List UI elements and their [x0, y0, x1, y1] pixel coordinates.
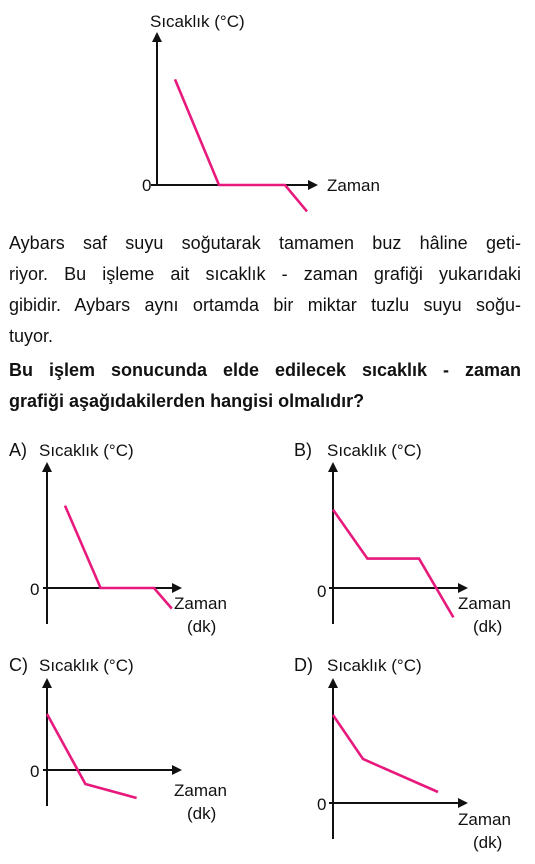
option-b-curve: [333, 510, 453, 618]
option-b-x-arrow: [458, 583, 468, 593]
option-a-letter[interactable]: A): [9, 440, 27, 460]
option-b-ylabel: Sıcaklık (°C): [327, 441, 422, 460]
main-origin: 0: [142, 176, 152, 195]
option-a-xunit: (dk): [187, 617, 217, 636]
option-c-x-arrow: [172, 765, 182, 775]
problem-paragraph: [9, 228, 521, 352]
main-curve: [175, 79, 307, 211]
option-c-curve: [47, 714, 137, 798]
option-a-curve: [65, 506, 172, 609]
option-b-y-arrow: [328, 462, 338, 472]
main-xlabel: Zaman: [327, 176, 380, 195]
option-a-y-arrow: [42, 462, 52, 472]
axes-layer: [42, 32, 468, 839]
question-line: grafiği aşağıdakilerden hangisi olmalıdır?: [9, 391, 365, 411]
main-y-arrow: [152, 32, 162, 42]
option-b-origin: 0: [317, 582, 327, 601]
option-a-xlabel: Zaman: [174, 594, 227, 613]
option-b-xlabel: Zaman: [458, 594, 511, 613]
option-a-x-arrow: [172, 583, 182, 593]
paragraph-line: riyor. Bu işleme ait sıcaklık - zaman grafiği yukarıdaki: [9, 264, 521, 284]
option-a-origin: 0: [30, 580, 40, 599]
option-d-letter[interactable]: D): [294, 655, 313, 675]
option-b-xunit: (dk): [473, 617, 503, 636]
option-b-letter[interactable]: B): [294, 440, 312, 460]
option-d-curve: [333, 715, 438, 792]
paragraph-line: Aybars saf suyu soğutarak tamamen buz hâline geti-: [9, 233, 521, 253]
paragraph-line: tuyor.: [9, 326, 54, 346]
question-text: [9, 355, 521, 417]
option-d-x-arrow: [458, 798, 468, 808]
option-c-origin: 0: [30, 762, 40, 781]
option-c-letter[interactable]: C): [9, 655, 28, 675]
option-d-xunit: (dk): [473, 833, 503, 852]
option-c-ylabel: Sıcaklık (°C): [39, 656, 134, 675]
option-c-xlabel: Zaman: [174, 781, 227, 800]
option-d-y-arrow: [328, 678, 338, 688]
option-c-xunit: (dk): [187, 804, 217, 823]
question-line: Bu işlem sonucunda elde edilecek sıcaklık - zaman: [9, 360, 521, 380]
main-x-arrow: [308, 180, 318, 190]
main-ylabel: Sıcaklık (°C): [150, 12, 245, 31]
option-d-ylabel: Sıcaklık (°C): [327, 656, 422, 675]
option-c-y-arrow: [42, 678, 52, 688]
option-a-ylabel: Sıcaklık (°C): [39, 441, 134, 460]
paragraph-line: gibidir. Aybars aynı ortamda bir miktar tuzlu suyu soğu-: [9, 295, 521, 315]
option-d-origin: 0: [317, 795, 327, 814]
curves-layer: [47, 79, 453, 798]
option-d-xlabel: Zaman: [458, 810, 511, 829]
